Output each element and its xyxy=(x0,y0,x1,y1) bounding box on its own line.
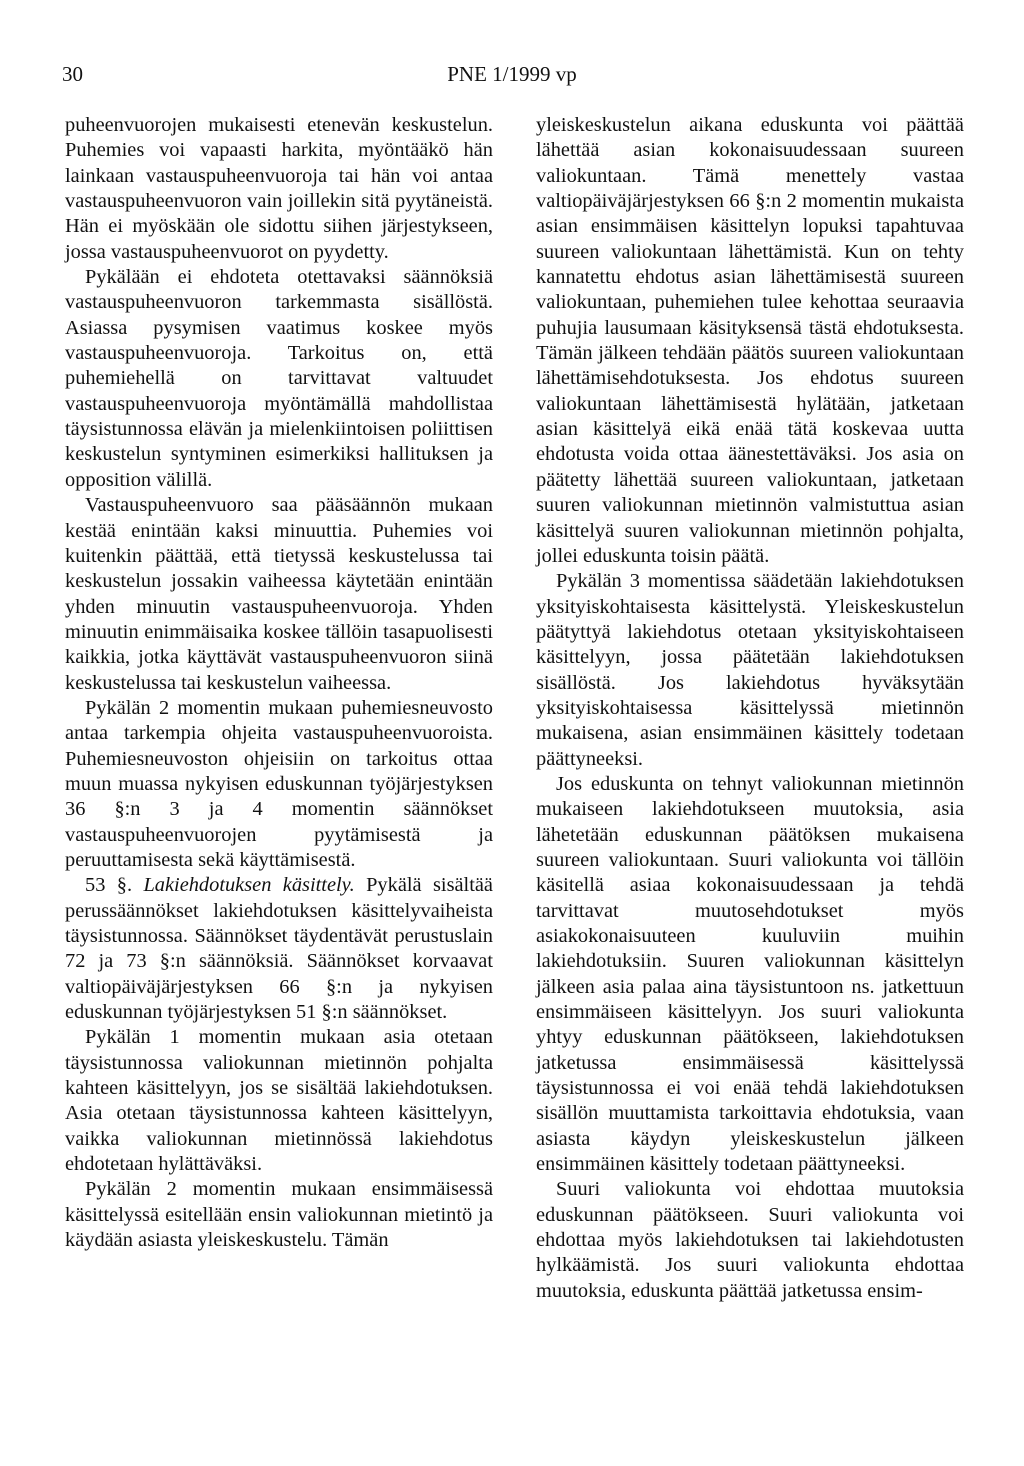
section-heading: Lakiehdotuksen käsittely. xyxy=(143,874,355,897)
paragraph-text: Suuri valiokunta voi ehdottaa muutoksia eduskunnan päätökseen. Suuri valiokunta voi ehdottaa myös lakiehdotuksen tai lakiehdotusten hylkäämistä. Jos suuri valiokunta ehdottaa muutoksia, eduskunta päättää jatketussa ensim- xyxy=(536,1178,964,1302)
paragraph xyxy=(65,265,493,493)
page-header xyxy=(0,62,1024,92)
paragraph-text: Vastauspuheenvuoro saa pääsäännön mukaan kestää enintään kaksi minuuttia. Puhemies voi kuitenkin päättää, että tietyssä keskustelussa tai keskustelun jossakin vaiheessa käytetään enintään yhden minuutin vastauspuheenvuoroja. Yhden minuutin enimmäisaika koskee tällöin tasapuolisesti kaikkia, jotka käyttävät vastauspuheenvuoron siinä keskustelussa tai keskustelun vaiheessa. xyxy=(65,494,493,694)
paragraph xyxy=(536,569,964,772)
paragraph-text: Pykälä sisältää perussäännökset lakiehdotuksen käsittelyvaiheista täysistunnossa. Säännökset täydentävät perustuslain 72 ja 73 §:n säännöksiä. Säännökset korvaavat valtiopäiväjärjestyksen 66 §:n ja nykyisen eduskunnan työjärjestyksen 51 §:n säännökset. xyxy=(65,874,493,1024)
paragraph-text: Pykälän 2 momentin mukaan ensimmäisessä käsittelyssä esitellään ensin valiokunnan mietintö ja käydään asiasta yleiskeskustelu. Tämän xyxy=(65,1178,493,1252)
left-column xyxy=(65,113,493,1253)
page-number: 30 xyxy=(62,62,83,86)
paragraph xyxy=(65,1177,493,1253)
section-paragraph xyxy=(65,873,493,1025)
running-title: PNE 1/1999 vp xyxy=(447,62,577,86)
paragraph-text: Pykälän 3 momentissa säädetään lakiehdotuksen yksityiskohtaisesta käsittelystä. Yleiskeskustelun päätyttyä lakiehdotus otetaan yksityiskohtaiseen käsittelyyn, jossa päätetään lakiehdotuksen sisällöstä. Jos lakiehdotus hyväksytään yksityiskohtaisessa käsittelyssä mietinnön mukaisena, asian ensimmäinen käsittely todetaan päättyneeksi. xyxy=(536,570,964,770)
paragraph-text: yleiskeskustelun aikana eduskunta voi päättää lähettää asian kokonaisuudessaan suureen valiokuntaan. Tämä menettely vastaa valtiopäiväjärjestyksen 66 §:n 2 momentin mukaista asian ensimmäisen käsittelyn lopuksi tapahtuvaa suureen valiokuntaan lähettämistä. Kun on tehty kannatettu ehdotus asian lähettämisestä suureen valiokuntaan, puhemiehen tulee kehottaa seuraavia puhujia lausumaan käsityksensä tästä ehdotuksesta. Tämän jälkeen tehdään päätös suureen valiokuntaan lähettämisehdotuksesta. Jos ehdotus suureen valiokuntaan lähettämisestä hylätään, jatketaan asian käsittelyä eikä enää tätä koskevaa uutta ehdotusta voida ottaa äänestettäväksi. Jos asia on päätetty lähettää suureen valiokuntaan, jatketaan suuren valiokunnan mietinnön valmistuttua asian käsittelyä suuren valiokunnan mietinnön pohjalta, jollei eduskunta toisin päätä. xyxy=(536,114,964,567)
paragraph xyxy=(65,113,493,265)
right-column xyxy=(536,113,964,1304)
paragraph xyxy=(65,1025,493,1177)
paragraph-text: Pykälän 1 momentin mukaan asia otetaan täysistunnossa valiokunnan mietinnön pohjalta kahteen käsittelyyn, jos se sisältää lakiehdotuksen. Asia otetaan täysistunnossa kahteen käsittelyyn, vaikka valiokunnan mietinnössä lakiehdotus ehdotetaan hylättäväksi. xyxy=(65,1026,493,1176)
paragraph xyxy=(65,696,493,873)
paragraph-text: Pykälään ei ehdoteta otettavaksi säännöksiä vastauspuheenvuoron tarkemmasta sisällöstä. Asiassa pysymisen vaatimus koskee myös vastauspuheenvuoroja. Tarkoitus on, että puhemiehellä on tarvittavat valtuudet vastauspuheenvuoroja myöntämällä mahdollistaa täysistunnossa elävän ja mielenkiintoisen poliittisen keskustelun syntyminen esimerkiksi hallituksen ja opposition välillä. xyxy=(65,266,493,491)
paragraph-text: Jos eduskunta on tehnyt valiokunnan mietinnön mukaiseen lakiehdotukseen muutoksia, asia lähetetään eduskunnan päätöksen mukaisena suureen valiokuntaan. Suuri valiokunta voi tällöin käsitellä asiaa kokonaisuudessaan ja tehdä tarvittavat muutosehdotukset myös asiakokonaisuuteen kuuluviin muihin lakiehdotuksiin. Suuren valiokunnan käsittelyn jälkeen asia palaa aina täysistuntoon ns. jatkettuun ensimmäiseen käsittelyyn. Jos suuri valiokunta yhtyy eduskunnan päätökseen, lakiehdotuksen jatketussa ensimmäisessä käsittelyssä täysistunnossa ei voi enää tehdä lakiehdotuksen sisällön muuttamista tarkoittavia ehdotuksia, vaan asiasta käydyn yleiskeskustelun jälkeen ensimmäinen käsittely todetaan päättyneeksi. xyxy=(536,772,964,1176)
paragraph xyxy=(65,493,493,696)
section-number: 53 §. xyxy=(85,874,144,897)
paragraph-text: puheenvuorojen mukaisesti etenevän keskustelun. Puhemies voi vapaasti harkita, myöntääkö hän lainkaan vastauspuheenvuoroja tai hän voi antaa vastauspuheenvuoron vain joillekin sitä pyytäneistä. Hän ei myöskään ole sidottu siihen järjestykseen, jossa vastauspuheenvuorot on pyydetty. xyxy=(65,114,493,263)
paragraph xyxy=(536,113,964,569)
paragraph xyxy=(536,1177,964,1304)
paragraph-text: Pykälän 2 momentin mukaan puhemiesneuvosto antaa tarkempia ohjeita vastauspuheenvuoroista. Puhemiesneuvoston ohjeisiin on tarkoitus ottaa muun muassa nykyisen eduskunnan työjärjestyksen 36 §:n 3 ja 4 momentin säännökset vastauspuheenvuorojen pyytämisestä ja peruuttamisesta sekä käyttämisestä. xyxy=(65,696,493,871)
paragraph xyxy=(536,772,964,1178)
